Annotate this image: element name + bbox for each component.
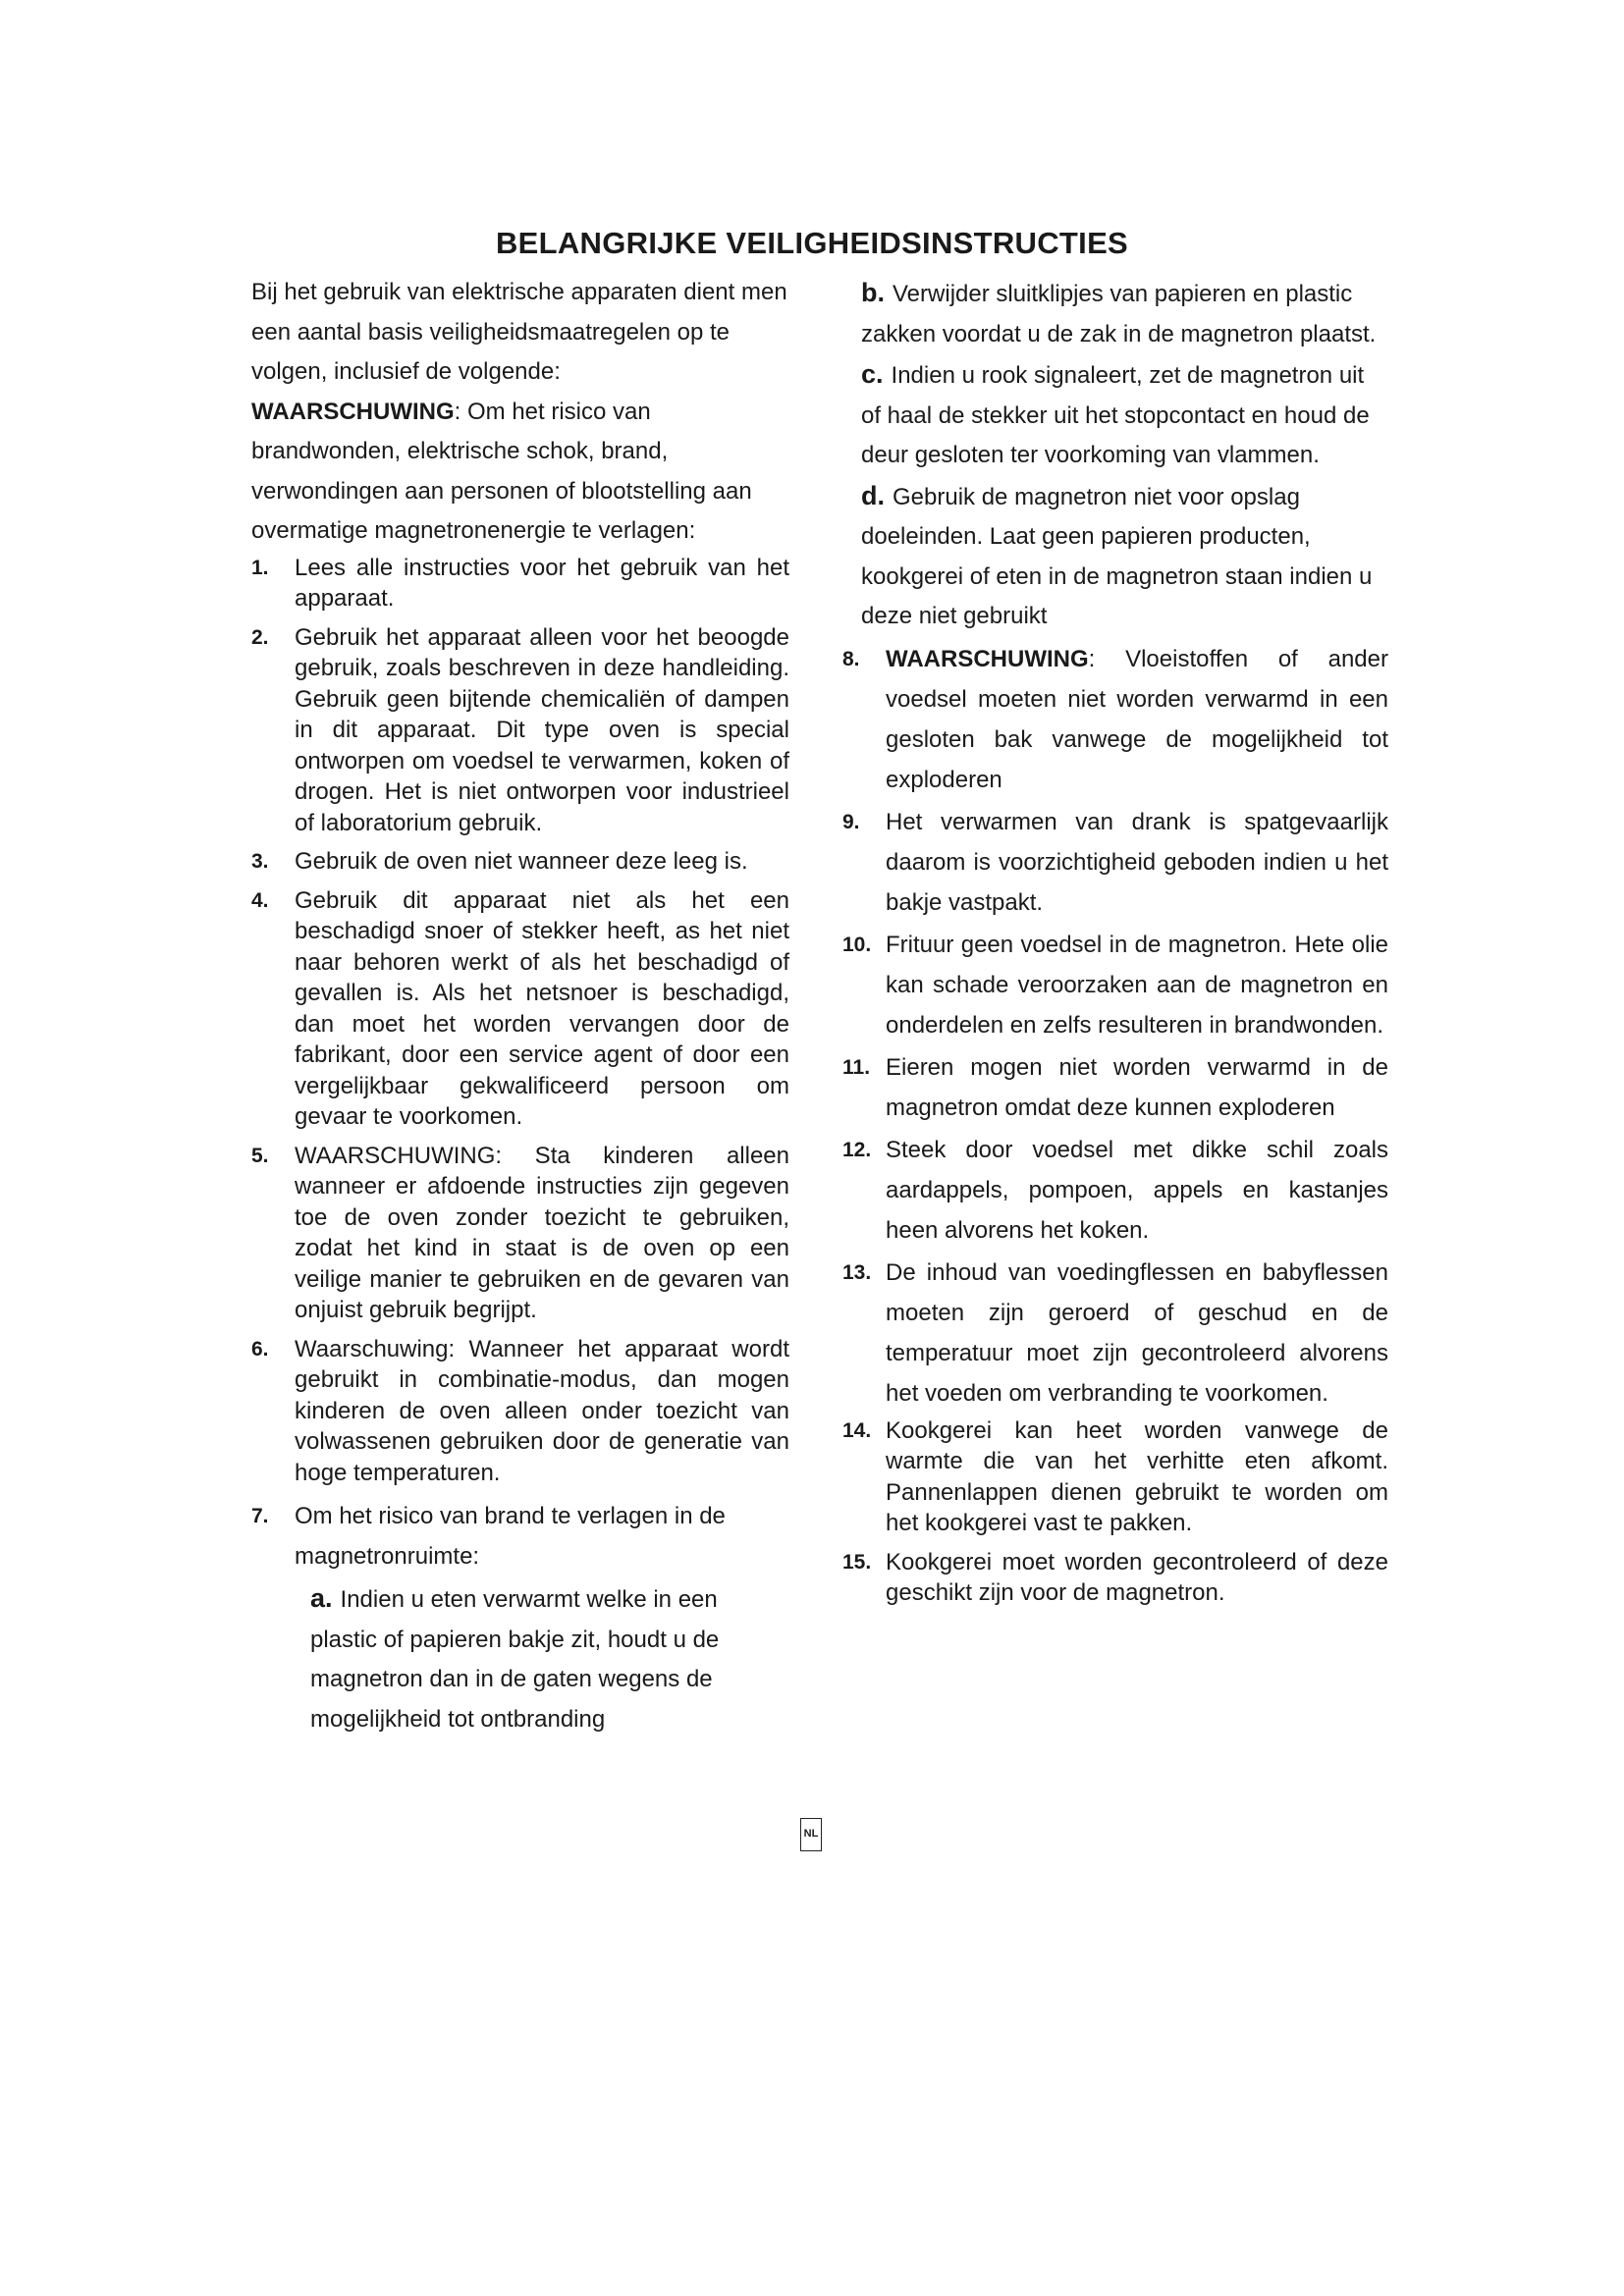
warning-text: : Om het risico van brandwonden, elektrische schok, brand, verwondingen aan personen of blootstelling aan overmatige magnetronenergie te verlagen: [251,398,752,544]
right-column [842,273,1388,1617]
list-item [251,846,789,878]
item-number: 7. [251,1505,269,1527]
page-language-mark: NL [800,1818,822,1851]
item-number: 14. [842,1418,872,1442]
list-item [842,1547,1388,1609]
item-number: 12. [842,1138,872,1161]
sub-item [263,1578,789,1739]
item-number: 11. [842,1055,871,1079]
item-number: 13. [842,1260,872,1284]
list-item [251,1141,789,1326]
item-number: 5. [251,1144,269,1167]
item-number: 1. [251,556,269,579]
list-item [842,925,1388,1045]
sub-item-text: Indien u eten verwarmt welke in een plastic of papieren bakje zit, houdt u de magnetron dan in de gaten wegens de mogelijkheid tot ontbranding [310,1586,720,1733]
item-text: Het verwarmen van drank is spatgevaarlijk daarom is voorzichtigheid geboden indien u het bakje vastpakt. [886,808,1388,916]
list-item [842,1415,1388,1539]
sub-item-letter: a. [310,1583,333,1613]
item-text: WAARSCHUWING: Sta kinderen alleen wanneer er afdoende instructies zijn gegeven toe de oven zonder toezicht te gebruiken, zodat het kind in staat is de oven op een veilige manier te gebruiken en de gevaren van onjuist gebruik begrijpt. [295,1142,789,1323]
sub-item [842,273,1388,354]
item-text: Waarschuwing: Wanneer het apparaat wordt gebruikt in combinatie-modus, dan mogen kinderen de oven alleen onder toezicht van volwassenen gebruiken door de generatie van hoge temperaturen. [295,1335,789,1486]
item-number: 15. [842,1550,872,1574]
item-number: 10. [842,933,872,956]
item-text: Kookgerei kan heet worden vanwege de warmte die van het verhitte eten afkomt. Pannenlappen dienen gebruikt te worden om het kookgerei vast te pakken. [886,1416,1388,1536]
item-text: De inhoud van voedingflessen en babyflessen moeten zijn geroerd of geschud en de temperatuur moet zijn gecontroleerd alvorens het voeden om verbranding te voorkomen. [886,1258,1388,1407]
sub-item-letter: d. [861,480,885,510]
item-text: Gebruik de oven niet wanneer deze leeg is. [295,848,748,875]
list-item [842,1130,1388,1251]
list-item [842,639,1388,800]
item-text: Lees alle instructies voor het gebruik van het apparaat. [295,554,789,612]
item-number: 2. [251,625,269,649]
item-text: Om het risico van brand te verlagen in de magnetronruimte: [295,1503,726,1570]
item-text: Gebruik dit apparaat niet als het een beschadigd snoer of stekker heeft, as het niet naar behoren werkt of als het beschadigd of gevallen is. Als het netsnoer is beschadigd, dan moet het worden vervangen door de fabrikant, door een service agent of door een vergelijkbaar gekwalificeerd persoon om gevaar te voorkomen. [295,886,789,1130]
item-number: 6. [251,1337,269,1361]
item-text: Kookgerei moet worden gecontroleerd of deze geschikt zijn voor de magnetron. [886,1548,1388,1606]
left-column [251,273,789,1739]
item-text: Eieren mogen niet worden verwarmd in de magnetron omdat deze kunnen exploderen [886,1053,1388,1121]
sub-item [842,354,1388,476]
list-item [251,622,789,839]
list-item [251,1496,789,1576]
sub-item-text: Gebruik de magnetron niet voor opslag doeleinden. Laat geen papieren producten, kookgerei of eten in de magnetron staan indien u deze niet gebruikt [861,483,1373,629]
list-item [251,1334,789,1489]
list-item [251,553,789,614]
sub-item-letter: b. [861,278,885,307]
item-number: 4. [251,888,269,912]
item-warning-label: WAARSCHUWING [886,645,1089,672]
item-text: Gebruik het apparaat alleen voor het beoogde gebruik, zoals beschreven in deze handleiding. Gebruik geen bijtende chemicaliën of dampen in dit apparaat. Dit type oven is special ontworpen om voedsel te verwarmen, koken of drogen. Het is niet ontworpen voor industrieel of laboratorium gebruik. [295,623,789,836]
page-title: BELANGRIJKE VEILIGHEIDSINSTRUCTIES [495,226,1129,260]
list-item [842,802,1388,923]
item-text: Frituur geen voedsel in de magnetron. Hete olie kan schade veroorzaken aan de magnetron en onderdelen en zelfs resulteren in brandwonden. [886,931,1388,1039]
sub-item-text: Verwijder sluitklipjes van papieren en plastic zakken voordat u de zak in de magnetron plaatst. [861,281,1377,347]
list-item [251,885,789,1133]
sub-item [842,476,1388,637]
intro-paragraph: Bij het gebruik van elektrische apparaten dient men een aantal basis veiligheidsmaatregelen op te volgen, inclusief de volgende: [251,279,787,385]
sub-item-letter: c. [861,359,884,389]
sub-item-text: Indien u rook signaleert, zet de magnetron uit of haal de stekker uit het stopcontact en houd de deur gesloten ter voorkoming van vlammen. [861,362,1370,468]
list-item [842,1253,1388,1414]
item-number: 8. [842,647,860,670]
warning-label: WAARSCHUWING [251,398,455,425]
list-item [842,1047,1388,1128]
item-number: 3. [251,850,269,873]
item-text: Steek door voedsel met dikke schil zoals aardappels, pompoen, appels en kastanjes heen alvorens het koken. [886,1136,1388,1244]
warning-paragraph [251,393,789,552]
item-number: 9. [842,810,860,833]
item-text: : Vloeistoffen of ander voedsel moeten niet worden verwarmd in een gesloten bak vanwege de mogelijkheid tot exploderen [886,645,1388,793]
